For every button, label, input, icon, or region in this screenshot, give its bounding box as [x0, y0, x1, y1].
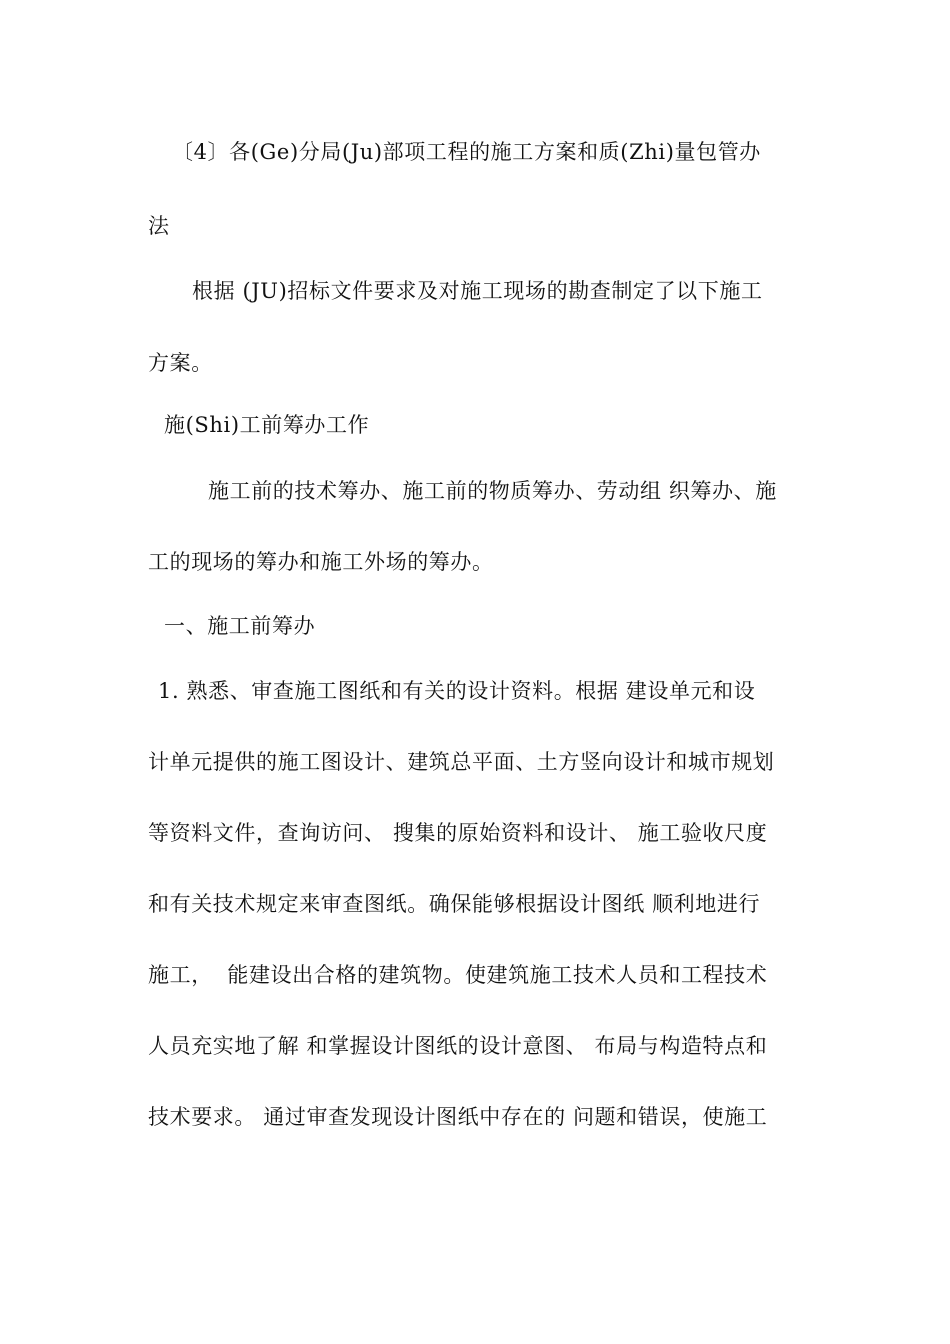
paragraph-line: 等资料文件，查询访问、 搜集的原始资料和设计、 施工验收尺度	[148, 821, 768, 845]
paragraph-line: 根据 (JU)招标文件要求及对施工现场的勘查制定了以下施工	[192, 279, 763, 303]
paragraph-line: 施工， 能建设出合格的建筑物。使建筑施工技术人员和工程技术	[148, 963, 768, 987]
section-heading-line-1: 〔4〕各(Ge)分局(Ju)部项工程的施工方案和质(Zhi)量包管办	[172, 140, 761, 164]
paragraph-line: 计单元提供的施工图设计、建筑总平面、土方竖向设计和城市规划	[148, 750, 775, 774]
paragraph-line: 方案。	[148, 351, 213, 375]
paragraph-line: 技术要求。 通过审查发现设计图纸中存在的 问题和错误，使施工	[148, 1105, 768, 1129]
paragraph-line: 施工前的技术筹办、施工前的物质筹办、劳动组 织筹办、施	[208, 479, 777, 503]
paragraph-line: 人员充实地了解 和掌握设计图纸的设计意图、 布局与构造特点和	[148, 1034, 768, 1058]
subheading-line: 一、施工前筹办	[164, 614, 316, 638]
section-heading-line-2: 法	[148, 214, 170, 238]
paragraph-line: 1. 熟悉、审查施工图纸和有关的设计资料。根据 建设单元和设	[158, 679, 756, 703]
paragraph-line: 和有关技术规定来审查图纸。确保能够根据设计图纸 顺利地进行	[148, 892, 761, 916]
paragraph-line: 工的现场的筹办和施工外场的筹办。	[148, 550, 494, 574]
subheading-line: 施(Shi)工前筹办工作	[164, 413, 370, 437]
